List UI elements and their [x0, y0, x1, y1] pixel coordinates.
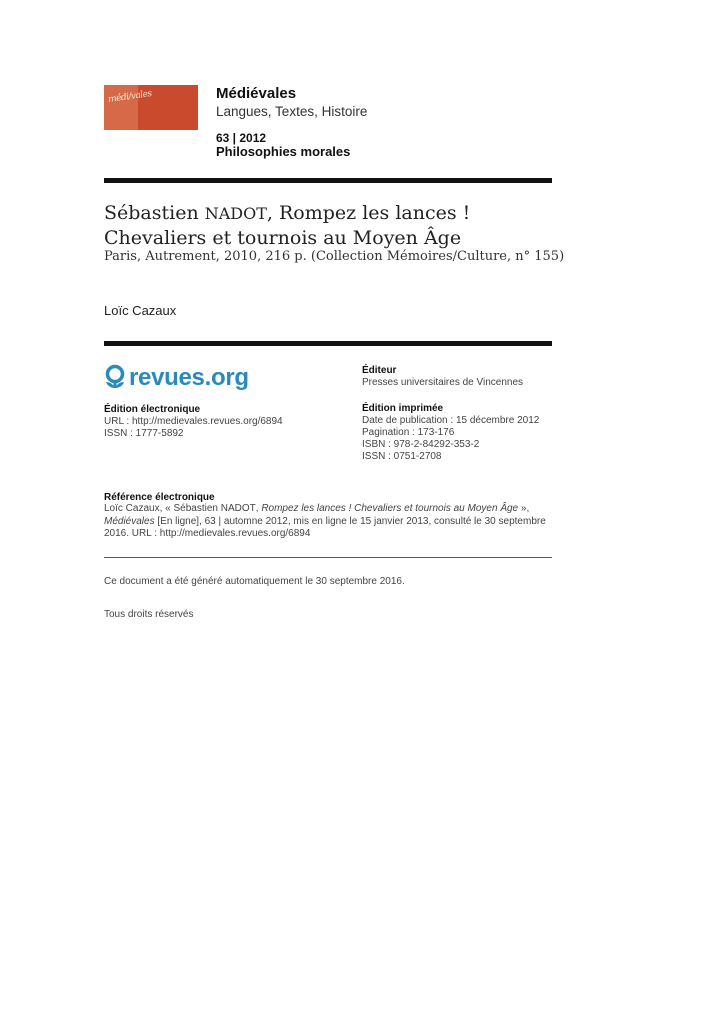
middle-divider — [104, 341, 552, 346]
bottom-divider — [104, 557, 552, 558]
reviewer-name: Loïc Cazaux — [104, 303, 177, 318]
top-divider — [104, 178, 552, 183]
electronic-reference-text: Loïc Cazaux, « Sébastien NADOT, Rompez les lances ! Chevaliers et tournois au Moyen Âge », Médiévales [En ligne], 63 | automne 2012, mis en ligne le 15 janvier 2013, consulté le 30 septembre 2016. URL : http://medievales.revues.org/6894 — [104, 503, 546, 539]
electronic-reference-label: Référence électronique — [104, 492, 215, 503]
journal-cover-thumbnail — [104, 85, 198, 130]
publisher-label: Éditeur — [362, 365, 397, 376]
electronic-edition-label: Édition électronique — [104, 404, 201, 415]
revues-flower-icon — [104, 364, 126, 392]
print-edition-label: Édition imprimée — [362, 403, 444, 414]
article-publication-info: Paris, Autrement, 2010, 216 p. (Collection Mémoires/Culture, n° 155) — [104, 249, 565, 264]
publisher-name: Presses universitaires de Vincennes — [362, 377, 524, 388]
issue-number: 63 | 2012 — [216, 131, 267, 145]
article-title: Sébastien NADOT, Rompez les lances ! Chevaliers et tournois au Moyen Âge — [104, 202, 471, 249]
print-date: Date de publication : 15 décembre 2012 — [362, 415, 540, 426]
journal-subtitle: Langues, Textes, Histoire — [216, 104, 368, 119]
issue-theme: Philosophies morales — [216, 144, 351, 159]
revues-org-logo[interactable] — [104, 363, 249, 393]
author-smallcaps: NADOT — [204, 204, 267, 223]
journal-title: Médiévales — [216, 85, 297, 102]
rights-note: Tous droits réservés — [104, 609, 194, 620]
cover-logo-text: médi/vales — [107, 88, 153, 106]
reference-journal: Médiévales — [104, 515, 155, 527]
generated-note: Ce document a été généré automatiquement le 30 septembre 2016. — [104, 576, 405, 587]
print-issn: ISSN : 0751-2708 — [362, 451, 442, 462]
logo-text: revues.org — [129, 364, 249, 391]
reference-article-title: Rompez les lances ! Chevaliers et tournois au Moyen Âge — [261, 503, 519, 514]
print-isbn: ISBN : 978-2-84292-353-2 — [362, 439, 480, 450]
electronic-issn: ISSN : 1777-5892 — [104, 428, 184, 439]
print-pagination: Pagination : 173-176 — [362, 427, 455, 438]
electronic-url[interactable]: URL : http://medievales.revues.org/6894 — [104, 416, 283, 427]
